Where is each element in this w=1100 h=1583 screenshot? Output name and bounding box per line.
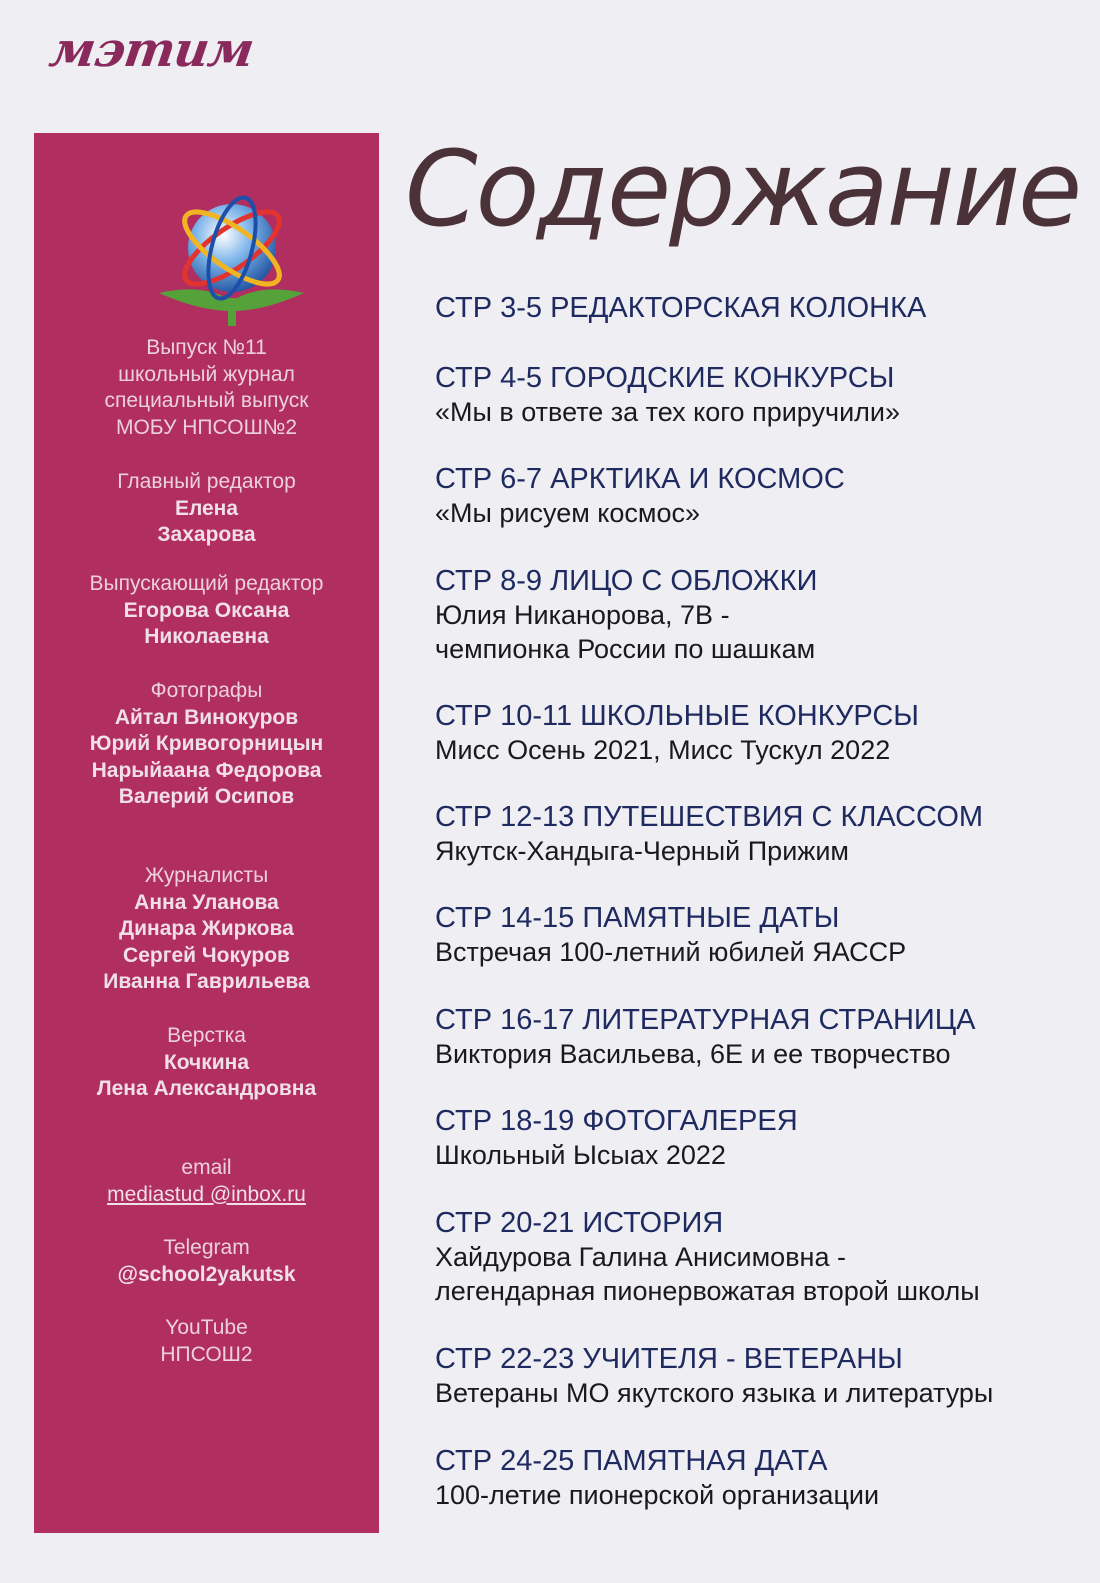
- toc-item: [435, 1104, 1075, 1172]
- toc-heading: СТР 10-11 ШКОЛЬНЫЕ КОНКУРСЫ: [435, 700, 919, 732]
- toc-subtitle: Встречая 100-летний юбилей ЯАССР: [435, 937, 907, 967]
- toc-subtitle: Якутск-Хандыга-Черный Прижим: [435, 836, 849, 866]
- toc-heading: СТР 16-17 ЛИТЕРАТУРНАЯ СТРАНИЦА: [435, 1004, 976, 1036]
- toc-subtitle: 100-летие пионерской организации: [435, 1480, 880, 1510]
- layout-credits: [34, 1023, 379, 1103]
- toc-item: [435, 291, 1075, 325]
- youtube-label: YouTube: [165, 1316, 248, 1339]
- layout-label: Верстка: [167, 1024, 246, 1047]
- journalists-label: Журналисты: [144, 864, 269, 887]
- issue-line: школьный журнал: [118, 362, 295, 386]
- toc-item: [435, 462, 1075, 530]
- chief-editor-label: Главный редактор: [117, 470, 296, 493]
- toc-item: [435, 901, 1075, 969]
- toc-item: [435, 699, 1075, 767]
- toc-subtitle: Юлия Никанорова, 7В -: [435, 600, 730, 630]
- toc-item: [435, 564, 1075, 666]
- telegram-label: Telegram: [163, 1236, 250, 1259]
- toc-item: [435, 800, 1075, 868]
- telegram-contact: [34, 1235, 379, 1288]
- journalists: [34, 863, 379, 996]
- photographer-name: Юрий Кривогорницын: [89, 732, 324, 755]
- toc-item: [435, 1342, 1075, 1410]
- photographers-label: Фотографы: [150, 679, 263, 702]
- email-label: email: [181, 1156, 232, 1179]
- journalist-name: Сергей Чокуров: [123, 943, 290, 967]
- credits-sidebar: [34, 133, 379, 1533]
- journalist-name: Динара Жиркова: [119, 917, 294, 940]
- magazine-logo: мэтим: [46, 22, 257, 78]
- chief-editor: [34, 469, 379, 549]
- photographer-name: Айтал Винокуров: [114, 705, 299, 729]
- toc-subtitle: Школьный Ысыах 2022: [435, 1140, 726, 1170]
- managing-editor-label: Выпускающий редактор: [89, 572, 324, 595]
- issue-info: [34, 335, 379, 441]
- toc-heading: СТР 24-25 ПАМЯТНАЯ ДАТА: [435, 1445, 828, 1477]
- managing-editor-name: Николаевна: [144, 625, 269, 648]
- toc-item: [435, 361, 1075, 429]
- layout-name: Кочкина: [163, 1050, 250, 1074]
- issue-line: Выпуск №11: [146, 336, 267, 359]
- toc-heading: СТР 6-7 АРКТИКА И КОСМОС: [435, 463, 845, 495]
- toc-heading: СТР 3-5 РЕДАКТОРСКАЯ КОЛОНКА: [435, 292, 927, 324]
- toc-heading: СТР 8-9 ЛИЦО С ОБЛОЖКИ: [435, 565, 818, 597]
- managing-editor-name: Егорова Оксана: [123, 598, 290, 622]
- chief-editor-name: Захарова: [157, 523, 256, 546]
- page-title: Содержание: [405, 128, 1081, 250]
- issue-line: специальный выпуск: [104, 389, 309, 412]
- toc-subtitle: «Мы рисуем космос»: [435, 498, 701, 528]
- journalist-name: Иванна Гаврильева: [103, 970, 310, 993]
- globe-logo-icon: [144, 183, 319, 333]
- email-contact: [34, 1155, 379, 1208]
- toc-subtitle: Виктория Васильева, 6Е и ее творчество: [435, 1039, 951, 1069]
- email-link[interactable]: mediastud @inbox.ru: [107, 1182, 306, 1206]
- toc-heading: СТР 4-5 ГОРОДСКИЕ КОНКУРСЫ: [435, 362, 895, 394]
- youtube-channel: НПСОШ2: [160, 1342, 253, 1366]
- photographer-name: Валерий Осипов: [118, 785, 295, 808]
- toc-heading: СТР 22-23 УЧИТЕЛЯ - ВЕТЕРАНЫ: [435, 1343, 903, 1375]
- toc-subtitle: легендарная пионервожатая второй школы: [435, 1276, 980, 1306]
- toc-heading: СТР 20-21 ИСТОРИЯ: [435, 1207, 724, 1239]
- chief-editor-name: Елена: [174, 496, 239, 520]
- photographer-name: Нарыйаана Федорова: [91, 758, 322, 782]
- toc-subtitle: Хайдурова Галина Анисимовна -: [435, 1242, 846, 1272]
- toc-heading: СТР 12-13 ПУТЕШЕСТВИЯ С КЛАССОМ: [435, 801, 984, 833]
- toc-subtitle: чемпионка России по шашкам: [435, 634, 816, 664]
- journalist-name: Анна Уланова: [134, 890, 279, 914]
- toc-heading: СТР 18-19 ФОТОГАЛЕРЕЯ: [435, 1105, 798, 1137]
- toc-item: [435, 1444, 1075, 1512]
- issue-line: МОБУ НПСОШ№2: [115, 415, 298, 439]
- toc-subtitle: Мисс Осень 2021, Мисс Тускул 2022: [435, 735, 891, 765]
- youtube-contact: [34, 1315, 379, 1368]
- toc-subtitle: «Мы в ответе за тех кого приручили»: [435, 397, 901, 427]
- photographers: [34, 678, 379, 811]
- toc-subtitle: Ветераны МО якутского языка и литературы: [435, 1378, 994, 1408]
- toc-item: [435, 1003, 1075, 1071]
- toc-heading: СТР 14-15 ПАМЯТНЫЕ ДАТЫ: [435, 902, 840, 934]
- telegram-handle: @school2yakutsk: [117, 1262, 296, 1286]
- layout-name: Лена Александровна: [96, 1077, 317, 1100]
- managing-editor: [34, 571, 379, 651]
- toc-item: [435, 1206, 1075, 1308]
